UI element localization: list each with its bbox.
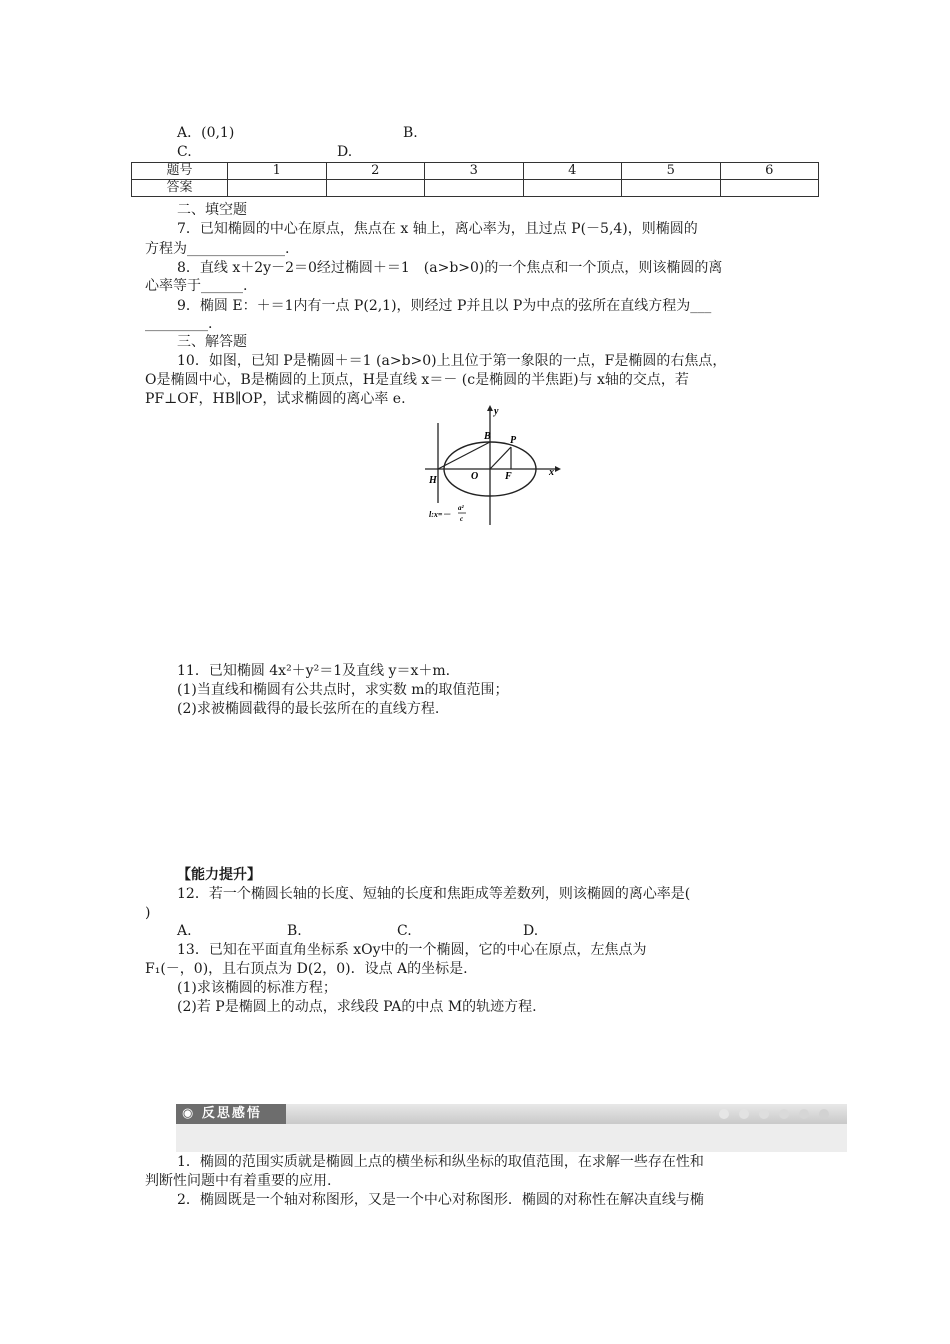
decor-dot <box>819 1109 829 1119</box>
table-cell: 3 <box>425 163 524 180</box>
table-header-cell: 题号 <box>132 163 228 180</box>
answer-cell[interactable] <box>326 180 425 197</box>
q13-line2: F₁(－，0)，且右顶点为 D(2，0)．设点 A的坐标是. <box>145 961 468 977</box>
decor-dot <box>719 1109 729 1119</box>
table-header-cell: 答案 <box>132 180 228 197</box>
q6-option-a: A．(0,1) <box>177 125 235 141</box>
q10-line3: PF⊥OF，HB∥OP，试求椭圆的离心率 e. <box>145 391 406 407</box>
y-axis-arrow <box>487 405 493 411</box>
q11-line1: 11．已知椭圆 4x²＋y²＝1及直线 y＝x＋m. <box>177 663 451 679</box>
q13-line4: (2)若 P是椭圆上的动点，求线段 PA的中点 M的轨迹方程. <box>177 999 537 1015</box>
q6-option-b: B. <box>403 125 418 141</box>
label-b: B <box>484 431 491 442</box>
table-row <box>132 180 819 197</box>
decor-dot <box>759 1109 769 1119</box>
q13-line1: 13．已知在平面直角坐标系 xOy中的一个椭圆，它的中心在原点，左焦点为 <box>177 942 647 958</box>
banner-title: ◉ 反思感悟 <box>176 1104 286 1124</box>
banner-body <box>176 1124 847 1152</box>
reflection-p1-line1: 1．椭圆的范围实质就是椭圆上点的横坐标和纵坐标的取值范围，在求解一些存在性和 <box>177 1154 704 1170</box>
segment-op <box>490 447 511 469</box>
label-directrix: l:x=－ <box>429 510 451 519</box>
q10-line1: 10．如图，已知 P是椭圆＋＝1 (a>b>0)上且位于第一象限的一点，F是椭圆的右焦点， <box>177 353 727 369</box>
answer-cell[interactable] <box>622 180 721 197</box>
label-directrix-num: a² <box>458 504 464 512</box>
q12-option-a: A. <box>177 923 192 939</box>
q6-option-c: C. <box>177 144 192 160</box>
table-row <box>132 163 819 180</box>
q12-line2: ) <box>145 905 151 921</box>
q12-option-b: B. <box>287 923 302 939</box>
label-h: H <box>429 475 437 486</box>
table-cell: 1 <box>228 163 327 180</box>
x-axis-arrow <box>555 466 561 472</box>
table-cell: 4 <box>523 163 622 180</box>
answer-cell[interactable] <box>720 180 819 197</box>
label-f: F <box>505 471 512 482</box>
decor-dot <box>739 1109 749 1119</box>
label-directrix-den: c <box>460 515 464 523</box>
q11-line3: (2)求被椭圆截得的最长弦所在的直线方程. <box>177 701 440 717</box>
q13-line3: (1)求该椭圆的标准方程； <box>177 980 337 996</box>
section2-title: 二、填空题 <box>177 202 247 218</box>
table-cell: 6 <box>720 163 819 180</box>
answer-cell[interactable] <box>523 180 622 197</box>
q12-option-c: C. <box>397 923 412 939</box>
q8-line2: 心率等于______. <box>145 278 248 294</box>
answer-cell[interactable] <box>228 180 327 197</box>
q6-option-d: D. <box>337 144 353 160</box>
decor-dot <box>779 1109 789 1119</box>
label-o: O <box>471 471 479 482</box>
label-p: P <box>510 435 517 446</box>
reflection-banner <box>176 1104 847 1152</box>
answer-cell[interactable] <box>425 180 524 197</box>
section3-title: 三、解答题 <box>177 334 247 350</box>
table-cell: 5 <box>622 163 721 180</box>
label-x: x <box>549 467 554 478</box>
label-y: y <box>494 406 499 417</box>
reflection-p2-line1: 2．椭圆既是一个轴对称图形，又是一个中心对称图形．椭圆的对称性在解决直线与椭 <box>177 1192 704 1208</box>
answer-table <box>131 162 819 197</box>
ellipse-figure <box>420 403 570 528</box>
decor-dot <box>799 1109 809 1119</box>
ellipse-diagram <box>420 403 570 528</box>
q8-line1: 8．直线 x＋2y－2＝0经过椭圆＋＝1 (a>b>0)的一个焦点和一个顶点，则该椭圆的离 <box>177 260 723 276</box>
q7-line2: 方程为______________. <box>145 241 290 257</box>
ability-title: 【能力提升】 <box>177 867 261 883</box>
q11-line2: (1)当直线和椭圆有公共点时，求实数 m的取值范围； <box>177 682 509 698</box>
q12-line1: 12．若一个椭圆长轴的长度、短轴的长度和焦距成等差数列，则该椭圆的离心率是( <box>177 886 691 902</box>
q12-option-d: D. <box>523 923 539 939</box>
q9-line2: _________. <box>145 316 213 332</box>
table-cell: 2 <box>326 163 425 180</box>
q7-line1: 7．已知椭圆的中心在原点，焦点在 x 轴上，离心率为，且过点 P(－5,4)，则椭圆的 <box>177 221 698 237</box>
q9-line1: 9．椭圆 E：＋＝1内有一点 P(2,1)，则经过 P并且以 P为中点的弦所在直线方程为___ <box>177 298 712 314</box>
reflection-p1-line2: 判断性问题中有着重要的应用. <box>145 1173 332 1189</box>
q10-line2: O是椭圆中心，B是椭圆的上顶点，H是直线 x＝－ (c是椭圆的半焦距)与 x轴的交点，若 <box>145 372 689 388</box>
